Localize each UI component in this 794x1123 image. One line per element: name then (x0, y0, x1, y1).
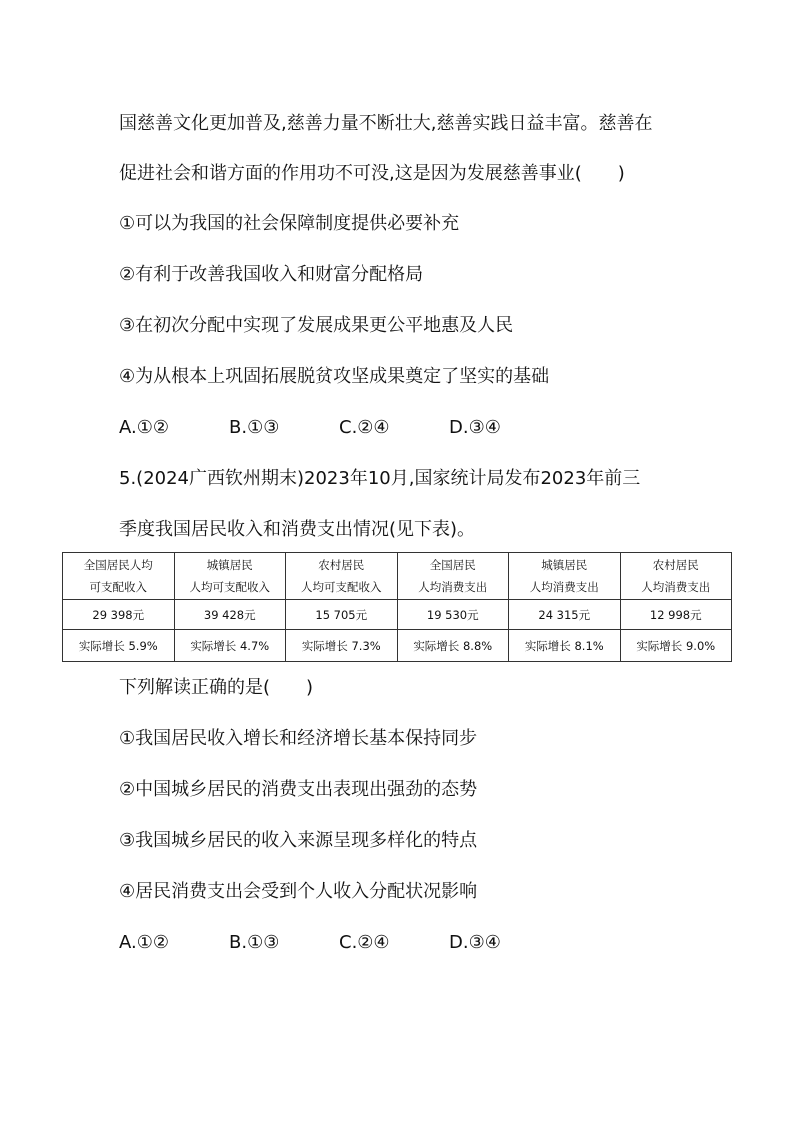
table-cell: 实际增长 9.0% (620, 630, 732, 662)
table-row-growth (63, 630, 732, 662)
q4-option-d: D.③④ (449, 417, 501, 438)
table-cell: 24 315元 (509, 600, 621, 630)
table-header-cell: 农村居民 人均消费支出 (620, 553, 732, 600)
q5-stem-line-1: 5.(2024广西钦州期末)2023年10月,国家统计局发布2023年前三 (119, 468, 641, 489)
table-header-cell: 城镇居民 人均可支配收入 (174, 553, 286, 600)
q4-item-4: ④为从根本上巩固拓展脱贫攻坚成果奠定了坚实的基础 (119, 366, 550, 387)
table-cell: 实际增长 8.8% (397, 630, 509, 662)
table-header-cell: 城镇居民 人均消费支出 (509, 553, 621, 600)
q5-item-4: ④居民消费支出会受到个人收入分配状况影响 (119, 881, 478, 902)
table-header-cell: 农村居民 人均可支配收入 (286, 553, 398, 600)
q5-stem-line-2: 季度我国居民收入和消费支出情况(见下表)。 (119, 519, 476, 540)
q5-option-c: C.②④ (339, 932, 390, 953)
q4-option-b: B.①③ (229, 417, 280, 438)
q5-option-b: B.①③ (229, 932, 280, 953)
q5-options (119, 931, 559, 955)
q4-option-a: A.①② (119, 417, 169, 438)
q5-item-1: ①我国居民收入增长和经济增长基本保持同步 (119, 728, 478, 749)
q4-options (119, 416, 559, 440)
table-cell: 19 530元 (397, 600, 509, 630)
q4-item-1: ①可以为我国的社会保障制度提供必要补充 (119, 213, 460, 234)
q5-option-a: A.①② (119, 932, 169, 953)
table-cell: 15 705元 (286, 600, 398, 630)
q5-item-3: ③我国城乡居民的收入来源呈现多样化的特点 (119, 830, 478, 851)
table-cell: 实际增长 5.9% (63, 630, 175, 662)
q4-stem-line-1: 国慈善文化更加普及,慈善力量不断壮大,慈善实践日益丰富。慈善在 (119, 113, 653, 134)
table-cell: 实际增长 4.7% (174, 630, 286, 662)
table-cell: 29 398元 (63, 600, 175, 630)
table-cell: 实际增长 8.1% (509, 630, 621, 662)
q4-item-2: ②有利于改善我国收入和财富分配格局 (119, 264, 424, 285)
table-cell: 39 428元 (174, 600, 286, 630)
table-header-cell: 全国居民人均 可支配收入 (63, 553, 175, 600)
table-header-cell: 全国居民 人均消费支出 (397, 553, 509, 600)
table-header-row (63, 553, 732, 600)
table-row-amounts (63, 600, 732, 630)
q5-question: 下列解读正确的是( ) (119, 677, 314, 698)
q4-option-c: C.②④ (339, 417, 390, 438)
q4-item-3: ③在初次分配中实现了发展成果更公平地惠及人民 (119, 315, 514, 336)
table-cell: 实际增长 7.3% (286, 630, 398, 662)
income-expenditure-table (62, 552, 732, 662)
table-cell: 12 998元 (620, 600, 732, 630)
q4-stem-line-2: 促进社会和谐方面的作用功不可没,这是因为发展慈善事业( ) (119, 163, 625, 184)
q5-item-2: ②中国城乡居民的消费支出表现出强劲的态势 (119, 779, 478, 800)
q5-option-d: D.③④ (449, 932, 501, 953)
